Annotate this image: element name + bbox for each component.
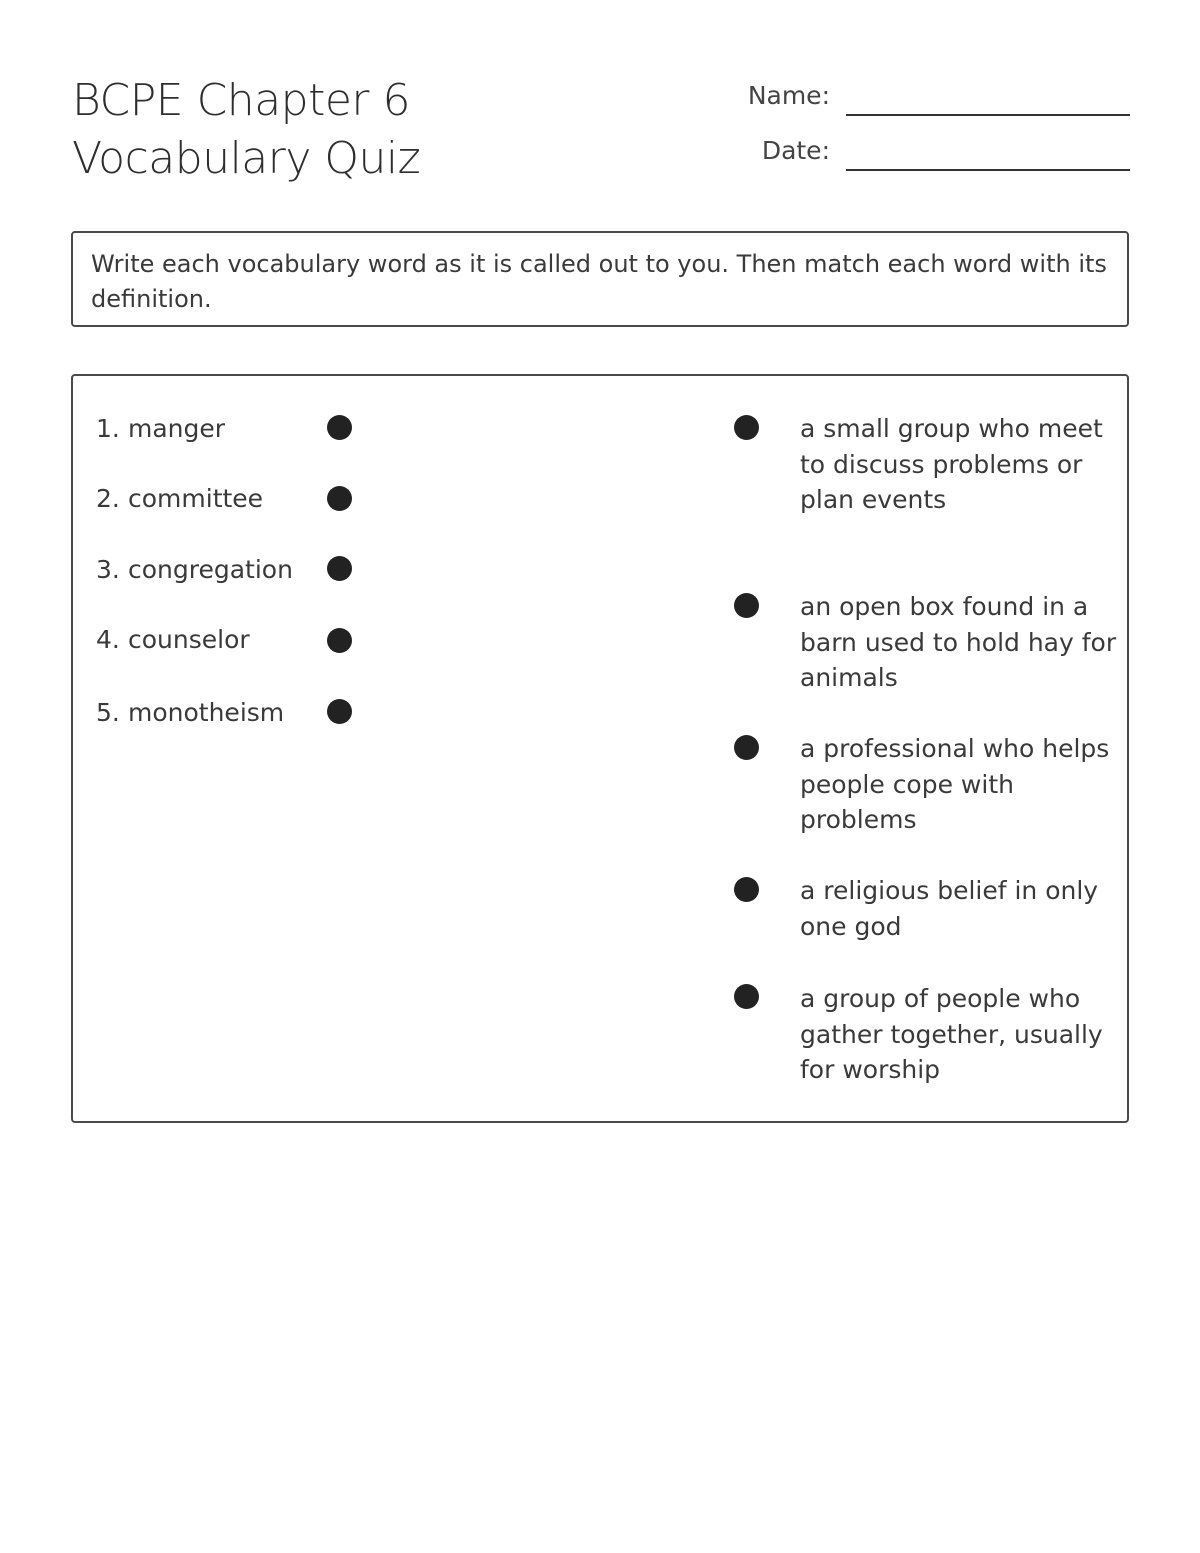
definition-dot-3[interactable] — [734, 735, 759, 760]
definition-dot-5[interactable] — [734, 984, 759, 1009]
word-dot-2[interactable] — [327, 486, 352, 511]
word-number: 2. — [96, 484, 120, 513]
word-text: congregation — [128, 555, 293, 584]
page-title — [72, 72, 632, 188]
date-line[interactable] — [846, 169, 1130, 171]
student-fields — [700, 76, 1130, 186]
name-label: Name: — [747, 81, 830, 110]
name-field-row — [700, 76, 1130, 118]
definition-3: a professional who helps people cope with problems — [800, 734, 1110, 834]
date-label: Date: — [761, 136, 830, 165]
word-text: committee — [128, 484, 264, 513]
definition-dot-1[interactable] — [734, 415, 759, 440]
definition-dot-4[interactable] — [734, 877, 759, 902]
word-text: counselor — [128, 625, 250, 654]
definition-2: an open box found in a barn used to hold hay for animals — [800, 592, 1117, 692]
word-number: 3. — [96, 555, 120, 584]
word-number: 1. — [96, 414, 120, 443]
definition-5: a group of people who gather together, usually for worship — [800, 984, 1103, 1084]
word-dot-5[interactable] — [327, 699, 352, 724]
definition-4: a religious belief in only one god — [800, 876, 1099, 941]
instructions-text: Write each vocabulary word as it is called out to you. Then match each word with its definition. — [91, 250, 1107, 313]
date-field-row — [700, 131, 1130, 173]
title-line-1: BCPE Chapter 6 — [72, 75, 410, 126]
word-text: manger — [128, 414, 226, 443]
word-item-3 — [96, 552, 293, 588]
instructions-box — [71, 231, 1129, 327]
word-item-1 — [96, 411, 225, 447]
word-dot-1[interactable] — [327, 415, 352, 440]
definition-1: a small group who meet to discuss problems or plan events — [800, 414, 1103, 514]
definition-dot-2[interactable] — [734, 593, 759, 618]
word-item-2 — [96, 481, 263, 517]
word-dot-4[interactable] — [327, 628, 352, 653]
name-line[interactable] — [846, 114, 1130, 116]
word-text: monotheism — [128, 698, 285, 727]
word-dot-3[interactable] — [327, 556, 352, 581]
title-line-2: Vocabulary Quiz — [72, 133, 421, 184]
word-number: 5. — [96, 698, 120, 727]
word-item-4 — [96, 622, 250, 658]
word-item-5 — [96, 695, 284, 731]
word-number: 4. — [96, 625, 120, 654]
